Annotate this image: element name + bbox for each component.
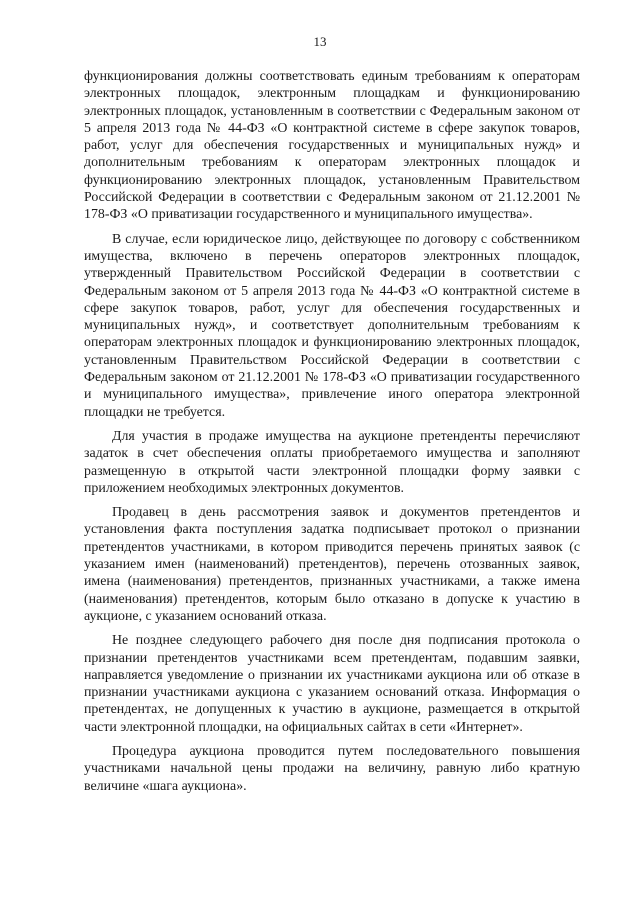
paragraph-protocol: Продавец в день рассмотрения заявок и документов претендентов и установления факта поступления задатка подписывает протокол о признании претендентов участниками, в котором приводится перечень принятых заявок (с указанием имен (наименований) претендентов), перечень отозванных заявок, имена (наименования) претендентов, признанных участниками, а также имена (наименования) претендентов, которым было отказано в допуске к участию в аукционе, с указанием оснований отказа. [84, 505, 580, 624]
paragraph-auction-procedure: Процедура аукциона проводится путем последовательного повышения участниками начальной цены продажи на величину, равную либо кратную величине «шага аукциона». [84, 743, 580, 794]
paragraph-notification: Не позднее следующего рабочего дня после дня подписания протокола о признании претендентов участниками всем претендентам, подавшим заявки, направляется уведомление о признании их участниками аукциона или об отказе в признании участниками аукциона с указанием оснований отказа. Информация о претендентах, не допущенных к участию в аукционе, размещается в открытой части электронной площадки, на официальных сайтах в сети «Интернет». [84, 633, 580, 735]
page-number: 13 [313, 34, 327, 49]
paragraph-operator-exception: В случае, если юридическое лицо, действующее по договору с собственником имущества, включено в перечень операторов электронных площадок, утвержденный Правительством Российской Федерации в соответствии с Федеральным законом от 5 апреля 2013 года № 44-ФЗ «О контрактной системе в сфере закупок товаров, работ, услуг для обеспечения государственных и муниципальных нужд», и соответствует дополнительным требованиям к операторам электронных площадок и функционированию электронных площадок, установленным Правительством Российской Федерации в соответствии с Федеральным законом от 21.12.2001 № 178-ФЗ «О приватизации государственного и муниципального имущества», привлечение иного оператора электронной площадки не требуется. [84, 231, 580, 420]
paragraph-continuation: функционирования должны соответствовать единым требованиям к операторам электронных площадок, электронным площадкам и функционированию электронных площадок, установленным в соответствии с Федеральным законом от 5 апреля 2013 года № 44-ФЗ «О контрактной системе в сфере закупок товаров, работ, услуг для обеспечения государственных и муниципальных нужд» и дополнительным требованиям к операторам электронных площадок и функционированию электронных площадок, установленным Правительством Российской Федерации в соответствии с Федеральным законом от 21.12.2001 № 178-ФЗ «О приватизации государственного и муниципального имущества». [84, 69, 580, 223]
paragraph-deposit: Для участия в продаже имущества на аукционе претенденты перечисляют задаток в счет обеспечения оплаты приобретаемого имущества и заполняют размещенную в открытой части электронной площадки форму заявки с приложением необходимых электронных документов. [84, 428, 580, 496]
document-body [84, 68, 580, 802]
